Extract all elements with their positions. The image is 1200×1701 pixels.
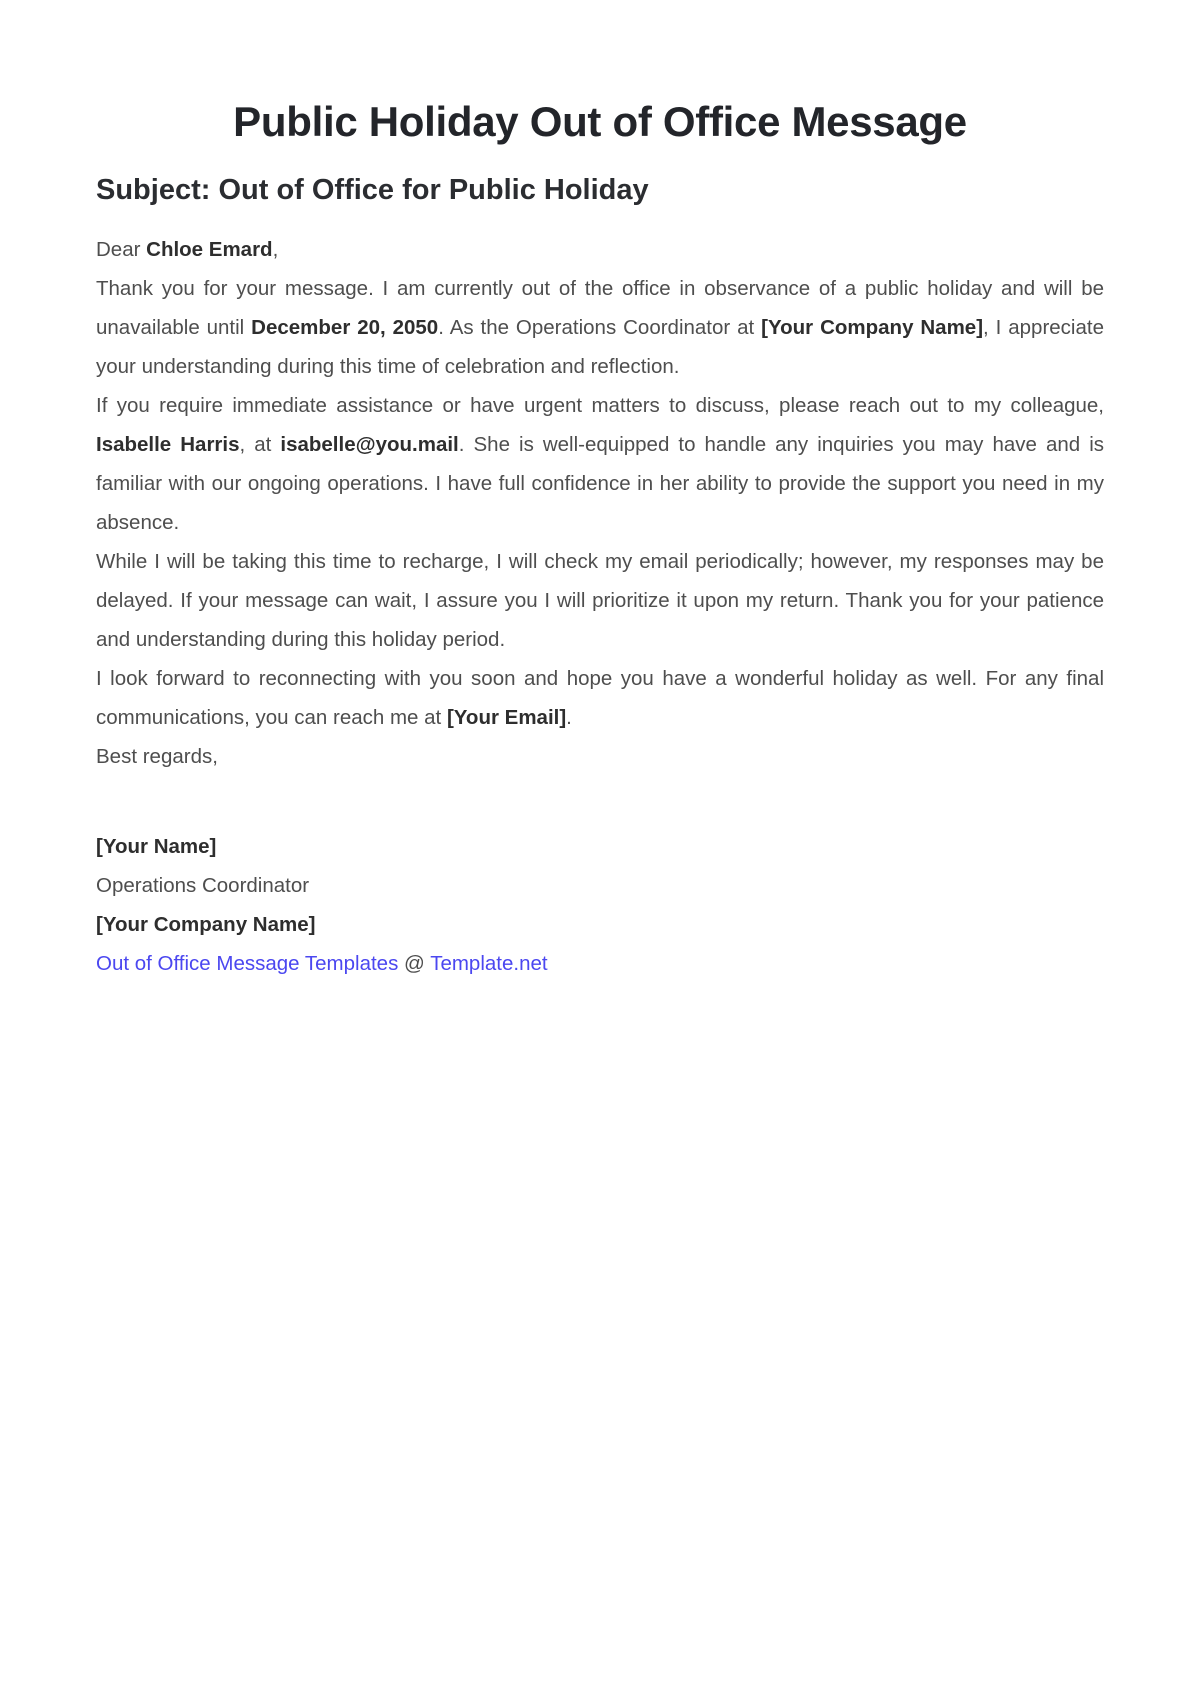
paragraph-contact <box>96 386 1104 542</box>
company-placeholder: [Your Company Name] <box>761 316 984 339</box>
footer-attribution <box>96 944 1104 983</box>
return-date: December 20, 2050 <box>251 316 439 339</box>
template-net-link[interactable]: Template.net <box>430 952 548 975</box>
text: If you require immediate assistance or have urgent matters to discuss, please reach out to my colleague, <box>96 394 1104 417</box>
greeting-suffix: , <box>272 238 279 261</box>
letter-body <box>96 230 1104 983</box>
text: . As the Operations Coordinator at <box>438 316 762 339</box>
text: Thank you for your message. I am currently out of the office in observance of a public holiday and will be unavailable until <box>96 277 1104 339</box>
spacer <box>96 776 1104 827</box>
greeting-prefix: Dear <box>96 238 147 261</box>
closing: Best regards, <box>96 745 218 768</box>
signature-name-text: [Your Name] <box>96 835 217 858</box>
document-title: Public Holiday Out of Office Message <box>233 98 967 145</box>
signature-company <box>96 905 1104 944</box>
footer-separator: @ <box>398 952 431 975</box>
email-subject: Subject: Out of Office for Public Holiday <box>96 174 649 206</box>
templates-link[interactable]: Out of Office Message Templates <box>96 952 399 975</box>
text: , at <box>239 433 281 456</box>
colleague-name: Isabelle Harris <box>96 433 240 456</box>
text: I look forward to reconnecting with you soon and hope you have a wonderful holiday as well. For any final communications, you can reach me at <box>96 667 1104 729</box>
text: . She is well-equipped to handle any inquiries you may have and is familiar with our ongoing operations. I have full confidence in her ability to provide the support you need in my absence. <box>96 433 1104 534</box>
greeting <box>96 230 1104 269</box>
paragraph-email-check: While I will be taking this time to recharge, I will check my email periodically; however, my responses may be delayed. If your message can wait, I assure you I will prioritize it upon my return. Thank you for your patience and understanding during this holiday period. <box>96 550 1104 651</box>
signature-name <box>96 827 1104 866</box>
signature-company-text: [Your Company Name] <box>96 913 316 936</box>
paragraph-closing-note <box>96 659 1104 737</box>
text: . <box>566 706 572 729</box>
colleague-email: isabelle@you.mail <box>280 433 459 456</box>
text: , I appreciate your understanding during this time of celebration and reflection. <box>96 316 1104 378</box>
signature-role: Operations Coordinator <box>96 874 310 897</box>
recipient-name: Chloe Emard <box>146 238 273 261</box>
sender-email-placeholder: [Your Email] <box>446 706 567 729</box>
paragraph-availability <box>96 269 1104 386</box>
